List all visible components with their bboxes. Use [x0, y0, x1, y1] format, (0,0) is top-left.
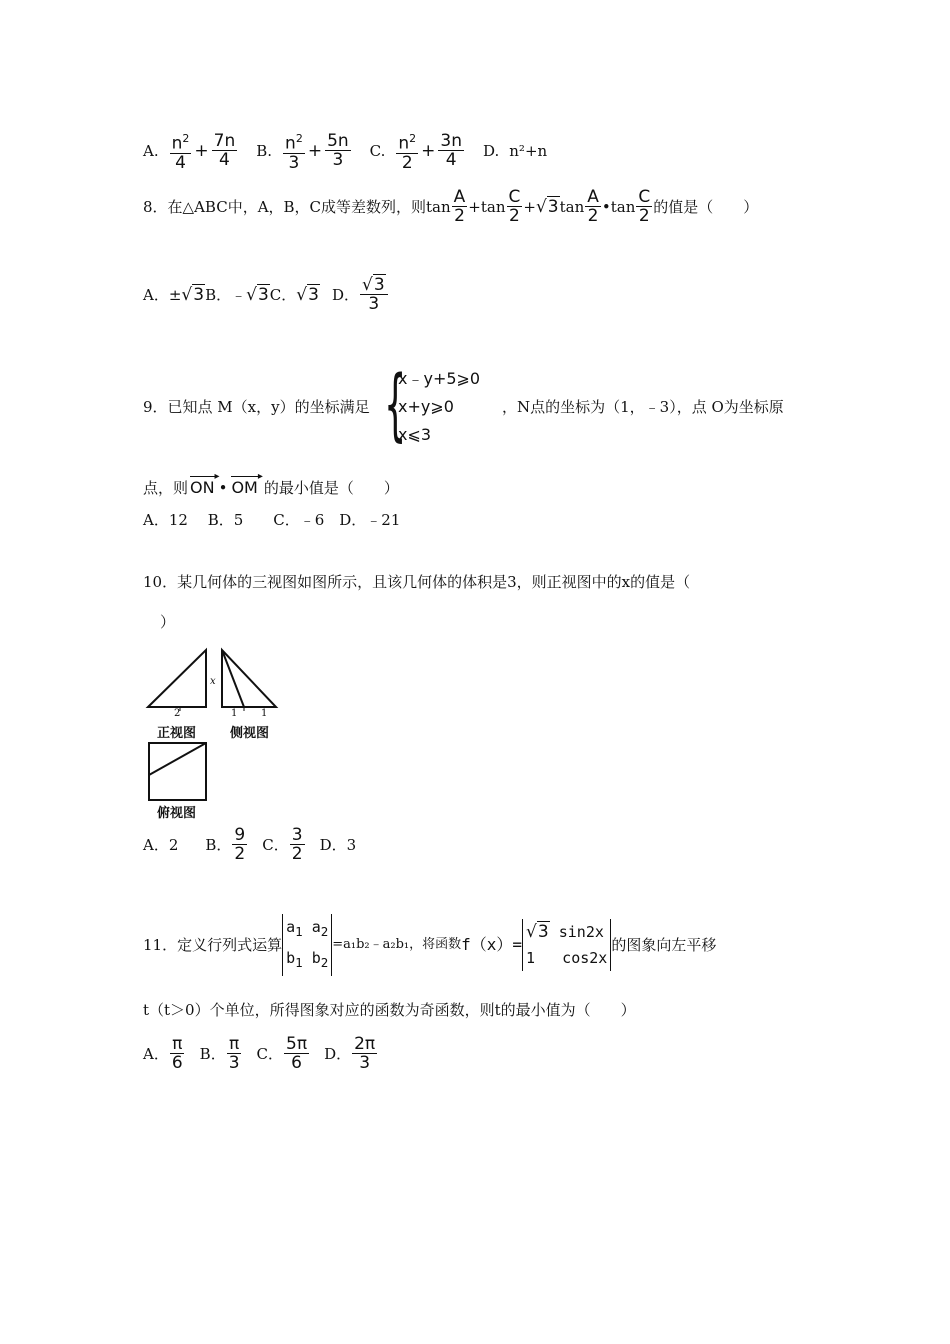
q7-options: [143, 130, 547, 172]
q8-frac-a-half-2: $\frac{A}{2}$: [587, 187, 599, 226]
q7-option-c-label: C.: [369, 141, 386, 160]
q11-option-b-frac: $\frac{\pi}{3}$: [228, 1034, 240, 1073]
dim-1b-label: 1: [261, 708, 268, 719]
q8-frac-c-half: $\frac{C}{2}$: [508, 187, 521, 226]
q10-option-c-label: C．: [262, 835, 289, 854]
q11-line2: t（t＞0）个单位，所得图象对应的函数为奇函数，则t的最小值为（ ）: [143, 1001, 636, 1019]
q9-constraint-1: x﹣y+5⩾0: [398, 369, 481, 388]
q7-b-frac2: $\frac{5n}{3}$: [327, 131, 349, 171]
q9-constraint-3: x⩽3: [398, 425, 432, 444]
q11-option-a-frac: $\frac{\pi}{6}$: [171, 1034, 183, 1073]
q9-vector-on: ON ▸: [190, 476, 215, 498]
q9-line2-start: 点，则: [143, 479, 189, 497]
q8-stem: [143, 188, 758, 225]
side-view: [222, 650, 276, 707]
q11-options: [143, 1035, 378, 1072]
q9-stem-end: ，N点的坐标为（1，﹣3），点 O为坐标原: [502, 398, 784, 416]
plus-sign: +: [523, 197, 536, 216]
q7-option-d-text: n²+n: [509, 141, 548, 160]
q8-option-a-label: A．±: [143, 285, 182, 304]
q11-stem-end: 的图象向左平移: [611, 936, 717, 954]
q7-b-frac1: $\frac{n^2}{3}$: [285, 132, 303, 173]
q11-fx: f（x）=: [461, 935, 523, 954]
q11-option-d-label: D．: [324, 1044, 352, 1063]
top-view-label: 俯视图: [157, 806, 197, 821]
q11-definition-rhs: =a₁b₂﹣a₂b₁，将函数: [332, 937, 462, 952]
q11-option-c-frac: $\frac{5\pi}{6}$: [286, 1034, 308, 1073]
q9-stem-start: 9．已知点 M（x，y）的坐标满足: [143, 398, 370, 416]
q8-tan: +tan: [468, 197, 506, 216]
q8-option-b-label: B．﹣: [205, 285, 247, 304]
q9-constraint-2: x+y⩾0: [398, 397, 454, 416]
q11-option-d-frac: $\frac{2\pi}{3}$: [354, 1034, 376, 1073]
q8-option-d-label: D．: [331, 285, 359, 304]
q9-line2-end: 的最小值是（ ）: [263, 479, 399, 497]
q8-frac-a-half: $\frac{A}{2}$: [453, 187, 466, 226]
front-view-label: 正视图: [157, 726, 197, 741]
q7-a-frac2: $\frac{7n}{4}$: [213, 131, 236, 171]
q7-option-d-label: D.: [483, 141, 500, 160]
q10-option-b-frac: $\frac{9}{2}$: [234, 825, 246, 864]
q9-line2: [143, 476, 399, 498]
plus-sign: +: [194, 140, 209, 161]
q9-vector-om: OM ▸: [231, 476, 257, 498]
q11-option-a-label: A．: [143, 1044, 169, 1063]
q11-stem: [143, 914, 716, 976]
q8-option-d-frac: $\frac{√3}{3}$: [360, 276, 388, 313]
q10-option-d: D．3: [319, 835, 357, 854]
q7-option-b-label: B.: [256, 141, 273, 160]
q7-c-frac1: $\frac{n^2}{2}$: [398, 132, 417, 173]
dot-product: •: [218, 479, 228, 497]
q8-dot-tan: •tan: [601, 197, 636, 216]
plus-sign: +: [307, 140, 323, 161]
q11-det-function: √3 sin2x 1 cos2x: [522, 919, 611, 971]
q8-options: [143, 276, 389, 313]
q10-stem-cont: ）: [160, 613, 176, 631]
top-view: [149, 743, 206, 800]
q11-option-b-label: B．: [199, 1044, 226, 1063]
q8-option-b-sqrt: √3: [246, 284, 269, 305]
q11-stem-start: 11．定义行列式运算: [143, 936, 283, 954]
q7-a-frac1: $\frac{n^2}{4}$: [171, 132, 190, 173]
q9-constraints: [398, 365, 480, 449]
q10-option-b-label: B．: [205, 835, 232, 854]
q7-c-frac2: $\frac{3n}{4}$: [440, 131, 462, 171]
q10-option-c-frac: $\frac{3}{2}$: [291, 825, 303, 864]
dim-1a-label: 1: [231, 708, 238, 719]
front-view: [148, 650, 206, 707]
q11-det-definition: $a_1$ $a_2$ $b_1$ $b_2$: [282, 914, 332, 976]
q10-stem: 10．某几何体的三视图如图所示，且该几何体的体积是3，则正视图中的x的值是（: [143, 573, 691, 591]
dim-x-label: x: [210, 676, 216, 687]
q8-stem-end: 的值是（ ）: [653, 197, 759, 216]
q7-option-a-label: A.: [143, 141, 159, 160]
q8-tan: tan: [559, 197, 585, 216]
plus-sign: +: [421, 140, 436, 161]
q10-option-a: A．2: [143, 835, 194, 854]
q8-sqrt3: √3: [535, 196, 559, 217]
side-view-label: 侧视图: [230, 726, 270, 741]
q8-option-c-sqrt: √3: [296, 284, 319, 305]
q8-stem-text: 8．在△ABC中，A，B，C成等差数列，则tan: [143, 197, 451, 216]
dim-2-label: 2: [174, 708, 181, 719]
q8-option-c-label: C．: [269, 285, 297, 304]
q11-option-c-label: C．: [256, 1044, 284, 1063]
q10-options: [143, 826, 356, 863]
q9-options: A．12 B．5 C．﹣6 D．﹣21: [143, 511, 401, 529]
q9-brace: {: [384, 360, 407, 450]
q8-option-a-sqrt: √3: [181, 284, 205, 305]
q8-frac-c-half-2: $\frac{C}{2}$: [638, 187, 651, 226]
